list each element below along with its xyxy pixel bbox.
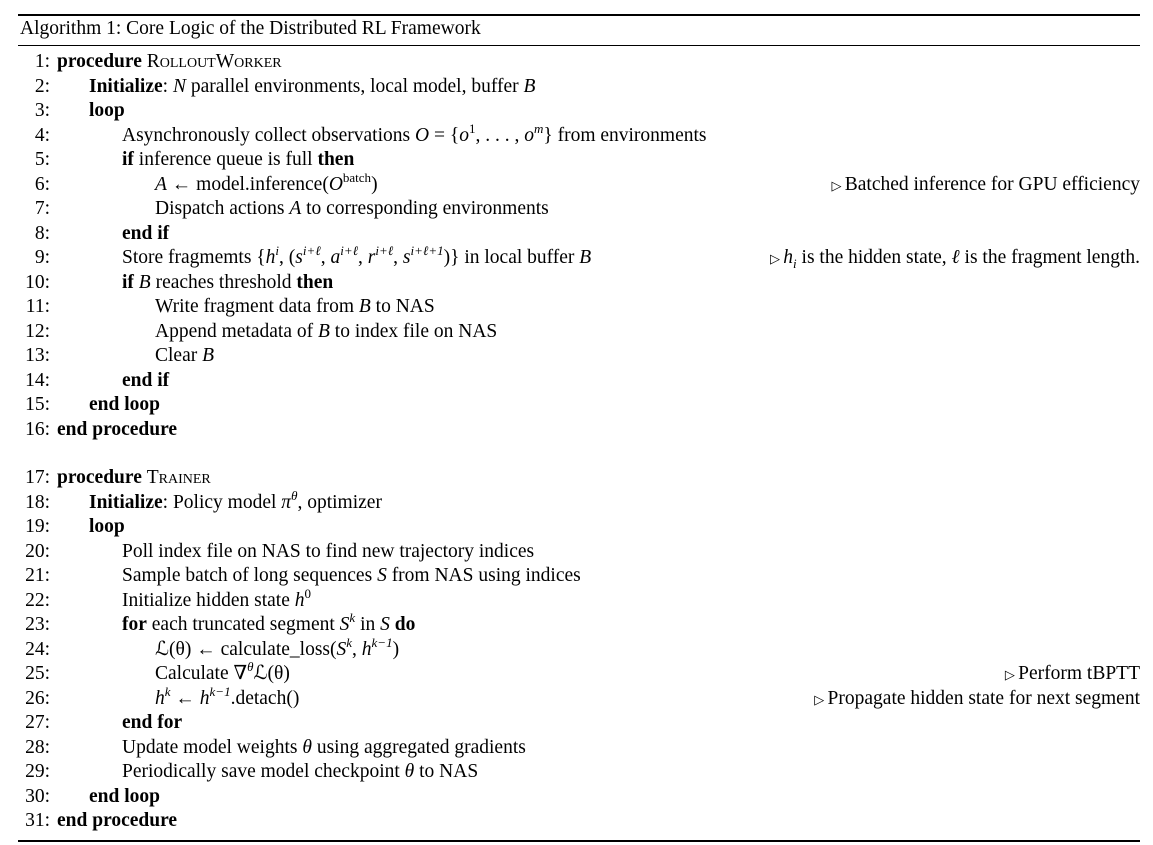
math-symbol: o xyxy=(524,124,534,146)
math-symbol: O xyxy=(415,124,430,146)
math-symbol: θ xyxy=(404,761,415,782)
math-symbol: B xyxy=(523,75,536,97)
top-rule xyxy=(18,14,1140,16)
math-symbol: B xyxy=(138,271,151,293)
comment-triangle-icon: ▷ xyxy=(1004,667,1019,682)
line-text xyxy=(122,120,707,149)
text-segment: to NAS xyxy=(414,761,479,782)
text-segment: } from environments xyxy=(543,124,707,146)
line-text xyxy=(155,634,400,663)
text-segment: ℒ(θ) xyxy=(253,663,290,684)
text-segment: from NAS using indices xyxy=(386,565,581,586)
line-text xyxy=(155,169,378,198)
line-number: 13: xyxy=(25,345,50,366)
math-symbol: S xyxy=(380,614,390,635)
line-text xyxy=(89,99,125,124)
line-text xyxy=(122,243,592,271)
algorithm-line xyxy=(18,344,1140,369)
line-text xyxy=(89,515,125,540)
line-number: 22: xyxy=(25,589,50,611)
line-number: 29: xyxy=(25,761,50,782)
text-segment: Store fragmemts { xyxy=(122,247,266,268)
text-segment: 0 xyxy=(304,585,311,601)
math-symbol: s xyxy=(402,247,411,268)
text-segment: , optimizer xyxy=(297,491,382,513)
algorithm-line xyxy=(18,515,1140,540)
text-segment: to index file on NAS xyxy=(329,320,498,342)
line-text xyxy=(89,785,160,810)
algorithm-line xyxy=(18,222,1140,247)
algorithm-body xyxy=(18,50,1140,834)
math-symbol: θ xyxy=(302,736,312,758)
text-segment: , xyxy=(352,638,362,660)
text-segment: θ xyxy=(291,487,298,503)
algorithm-line xyxy=(18,99,1140,124)
algorithm-line xyxy=(18,711,1140,736)
math-symbol: h xyxy=(199,687,210,709)
text-segment: using aggregated gradients xyxy=(311,736,526,758)
text-segment: Append metadata of xyxy=(155,320,318,342)
math-symbol: S xyxy=(336,638,347,660)
math-symbol: B xyxy=(202,345,215,366)
line-text xyxy=(122,564,581,589)
line-number: 1: xyxy=(34,51,50,72)
algorithm-line xyxy=(18,120,1140,149)
comment-segment: Batched inference for GPU efficiency xyxy=(844,173,1140,195)
text-segment: Trainer xyxy=(146,467,211,488)
line-text xyxy=(122,540,534,565)
keyword: end loop xyxy=(89,394,160,415)
math-symbol: h xyxy=(361,638,372,660)
keyword: if xyxy=(122,149,134,170)
text-segment: to corresponding environments xyxy=(301,198,549,219)
math-symbol: S xyxy=(339,614,350,635)
math-symbol: A xyxy=(289,198,302,219)
line-number: 17: xyxy=(25,467,50,488)
line-number: 10: xyxy=(25,271,50,293)
text-segment: θ xyxy=(247,659,254,674)
algorithm-line xyxy=(18,683,1140,712)
text-segment: Initialize hidden state xyxy=(122,589,295,611)
math-symbol: A xyxy=(155,173,167,195)
math-symbol: π xyxy=(281,491,292,513)
algorithm-line xyxy=(18,487,1140,516)
comment-segment: is the hidden state, xyxy=(796,247,952,268)
keyword: procedure xyxy=(57,51,147,72)
text-segment: ← model.inference( xyxy=(166,173,329,195)
keyword: procedure xyxy=(57,467,147,488)
text-segment: batch xyxy=(342,169,372,185)
keyword: loop xyxy=(89,516,125,537)
line-text xyxy=(89,393,160,418)
line-number: 19: xyxy=(25,516,50,537)
line-comment xyxy=(814,687,1140,713)
comment-triangle-icon: ▷ xyxy=(831,177,845,193)
math-symbol: O xyxy=(328,173,343,195)
line-text xyxy=(57,50,282,75)
text-segment: i+ℓ+1 xyxy=(410,243,444,258)
text-segment: .detach() xyxy=(230,687,300,709)
text-segment: 1 xyxy=(468,120,476,136)
text-segment: to NAS xyxy=(370,296,435,317)
text-segment: : Policy model xyxy=(162,491,282,513)
line-number: 21: xyxy=(25,565,50,586)
math-symbol: N xyxy=(172,75,186,97)
line-text xyxy=(155,683,300,712)
keyword: for xyxy=(122,614,147,635)
algorithm-line xyxy=(18,610,1140,638)
line-number: 31: xyxy=(25,810,50,831)
math-symbol: h xyxy=(294,589,305,611)
bottom-rule xyxy=(18,840,1140,842)
line-number: 5: xyxy=(34,149,50,170)
text-segment: , xyxy=(393,247,403,268)
keyword: Initialize xyxy=(89,75,163,97)
text-segment: Asynchronously collect observations xyxy=(122,124,415,146)
math-symbol: S xyxy=(377,565,387,586)
keyword: end loop xyxy=(89,785,160,807)
line-text xyxy=(57,809,177,834)
algorithm-line xyxy=(18,540,1140,565)
line-text xyxy=(122,585,311,614)
line-text xyxy=(122,148,354,173)
line-number: 2: xyxy=(34,75,50,97)
line-text xyxy=(122,760,478,785)
text-segment: m xyxy=(533,120,544,136)
line-number: 28: xyxy=(25,736,50,758)
algorithm-line xyxy=(18,634,1140,663)
line-number: 20: xyxy=(25,540,50,562)
line-number: 27: xyxy=(25,712,50,733)
line-text xyxy=(122,711,182,736)
text-segment: = { xyxy=(429,124,460,146)
line-text xyxy=(155,344,214,369)
keyword: loop xyxy=(89,100,125,121)
text-segment: ← xyxy=(170,687,200,709)
line-number: 18: xyxy=(25,491,50,513)
text-segment: ) xyxy=(371,173,378,195)
text-segment: i+ℓ xyxy=(375,243,394,258)
algorithm-line xyxy=(18,369,1140,394)
line-number: 24: xyxy=(25,638,50,660)
line-number: 8: xyxy=(34,222,50,244)
algorithm-line xyxy=(18,169,1140,198)
keyword: Initialize xyxy=(89,491,163,513)
line-number: 3: xyxy=(34,100,50,121)
text-segment: Calculate ∇ xyxy=(155,663,248,684)
keyword: end procedure xyxy=(57,810,178,831)
algorithm-line xyxy=(18,659,1140,687)
text-segment: k−1 xyxy=(371,634,393,650)
line-text xyxy=(122,610,416,638)
math-symbol: B xyxy=(358,296,371,317)
algorithm-line xyxy=(18,393,1140,418)
text-segment: in xyxy=(355,614,381,635)
text-segment: Sample batch of long sequences xyxy=(122,565,378,586)
text-segment: Dispatch actions xyxy=(155,198,290,219)
comment-segment: h xyxy=(783,247,794,268)
algorithm-title: Algorithm 1: Core Logic of the Distributed RL Framework xyxy=(20,18,481,39)
line-number: 12: xyxy=(25,320,50,342)
text-segment: , xyxy=(358,247,368,268)
text-segment: RolloutWorker xyxy=(146,51,282,72)
algorithm-line xyxy=(18,197,1140,222)
algorithm-line xyxy=(18,736,1140,761)
text-segment: Update model weights xyxy=(122,736,303,758)
text-segment: i+ℓ xyxy=(302,243,321,258)
algorithm-line xyxy=(18,564,1140,589)
algorithm-line xyxy=(18,418,1140,443)
text-segment: k−1 xyxy=(209,683,231,699)
line-number: 16: xyxy=(25,418,50,440)
algorithm-line xyxy=(18,148,1140,173)
comment-segment: Perform tBPTT xyxy=(1018,663,1140,684)
line-text xyxy=(122,736,526,761)
algorithm-line xyxy=(18,243,1140,271)
line-text xyxy=(122,271,333,296)
line-text xyxy=(57,466,211,491)
comment-segment: i xyxy=(793,256,797,271)
math-symbol: r xyxy=(367,247,376,268)
line-comment xyxy=(1005,662,1140,688)
text-segment: parallel environments, local model, buffer xyxy=(185,75,524,97)
algorithm-line xyxy=(18,75,1140,100)
text-segment: inference queue is full xyxy=(133,149,318,170)
text-segment: , ( xyxy=(279,247,296,268)
line-text xyxy=(57,418,177,443)
text-segment: each truncated segment xyxy=(146,614,340,635)
math-symbol: B xyxy=(317,320,330,342)
algorithm-line xyxy=(18,785,1140,810)
text-segment: reaches threshold xyxy=(150,271,297,293)
math-symbol: B xyxy=(579,247,592,268)
keyword: then xyxy=(317,149,355,170)
line-text xyxy=(122,222,169,247)
keyword: then xyxy=(296,271,334,293)
text-segment: i+ℓ xyxy=(340,243,359,258)
algorithm-line xyxy=(18,320,1140,345)
text-segment: i xyxy=(275,243,280,258)
line-comment xyxy=(831,173,1140,199)
math-symbol: o xyxy=(459,124,469,146)
line-comment xyxy=(770,246,1140,272)
math-symbol: s xyxy=(295,247,303,268)
algorithm-line xyxy=(18,760,1140,785)
line-number: 15: xyxy=(25,394,50,415)
text-segment: Clear xyxy=(155,345,203,366)
line-text xyxy=(155,197,549,222)
algorithm-line xyxy=(18,295,1140,320)
algorithm-line xyxy=(18,585,1140,614)
line-number: 4: xyxy=(34,124,50,146)
keyword: do xyxy=(394,614,416,635)
text-segment: Write fragment data from xyxy=(155,296,359,317)
line-number: 11: xyxy=(25,296,50,317)
text-segment: Periodically save model checkpoint xyxy=(122,761,405,782)
line-number: 14: xyxy=(25,369,50,391)
line-number: 7: xyxy=(34,198,50,219)
comment-triangle-icon: ▷ xyxy=(814,691,828,707)
line-text xyxy=(155,320,497,345)
line-text xyxy=(155,659,290,687)
algorithm-line xyxy=(18,809,1140,834)
text-segment: ) xyxy=(392,638,400,660)
text-segment: Poll index file on NAS to find new trajectory indices xyxy=(122,540,535,562)
keyword: end if xyxy=(122,369,170,391)
text-segment: ℒ(θ) ← calculate_loss( xyxy=(155,638,337,660)
line-number: 6: xyxy=(34,173,50,195)
line-text xyxy=(122,369,169,394)
text-segment: k xyxy=(164,683,171,699)
line-number: 30: xyxy=(25,785,50,807)
math-symbol: h xyxy=(155,687,165,709)
keyword: end for xyxy=(122,712,183,733)
math-symbol: a xyxy=(330,247,341,268)
line-number: 26: xyxy=(25,687,50,709)
title-rule xyxy=(18,45,1140,46)
line-text xyxy=(89,75,535,100)
comment-segment: ℓ xyxy=(951,247,960,268)
algorithm-line xyxy=(18,466,1140,491)
keyword: end if xyxy=(122,222,170,244)
line-number: 25: xyxy=(25,663,50,684)
math-symbol: h xyxy=(265,247,276,268)
text-segment: , xyxy=(320,247,331,268)
text-segment: : xyxy=(162,75,173,97)
text-segment: k xyxy=(349,610,356,625)
algorithm-line xyxy=(18,50,1140,75)
line-number: 23: xyxy=(25,614,50,635)
line-number: 9: xyxy=(34,247,50,268)
text-segment: , . . . , xyxy=(475,124,525,146)
comment-segment: is the fragment length. xyxy=(959,247,1140,268)
comment-triangle-icon: ▷ xyxy=(770,251,784,266)
keyword: end procedure xyxy=(57,418,178,440)
comment-segment: Propagate hidden state for next segment xyxy=(827,687,1140,709)
keyword: if xyxy=(122,271,134,293)
text-segment: )} in local buffer xyxy=(443,247,580,268)
line-text xyxy=(155,295,435,320)
algorithm-line xyxy=(18,271,1140,296)
line-text xyxy=(89,487,382,516)
text-segment: k xyxy=(346,634,353,650)
